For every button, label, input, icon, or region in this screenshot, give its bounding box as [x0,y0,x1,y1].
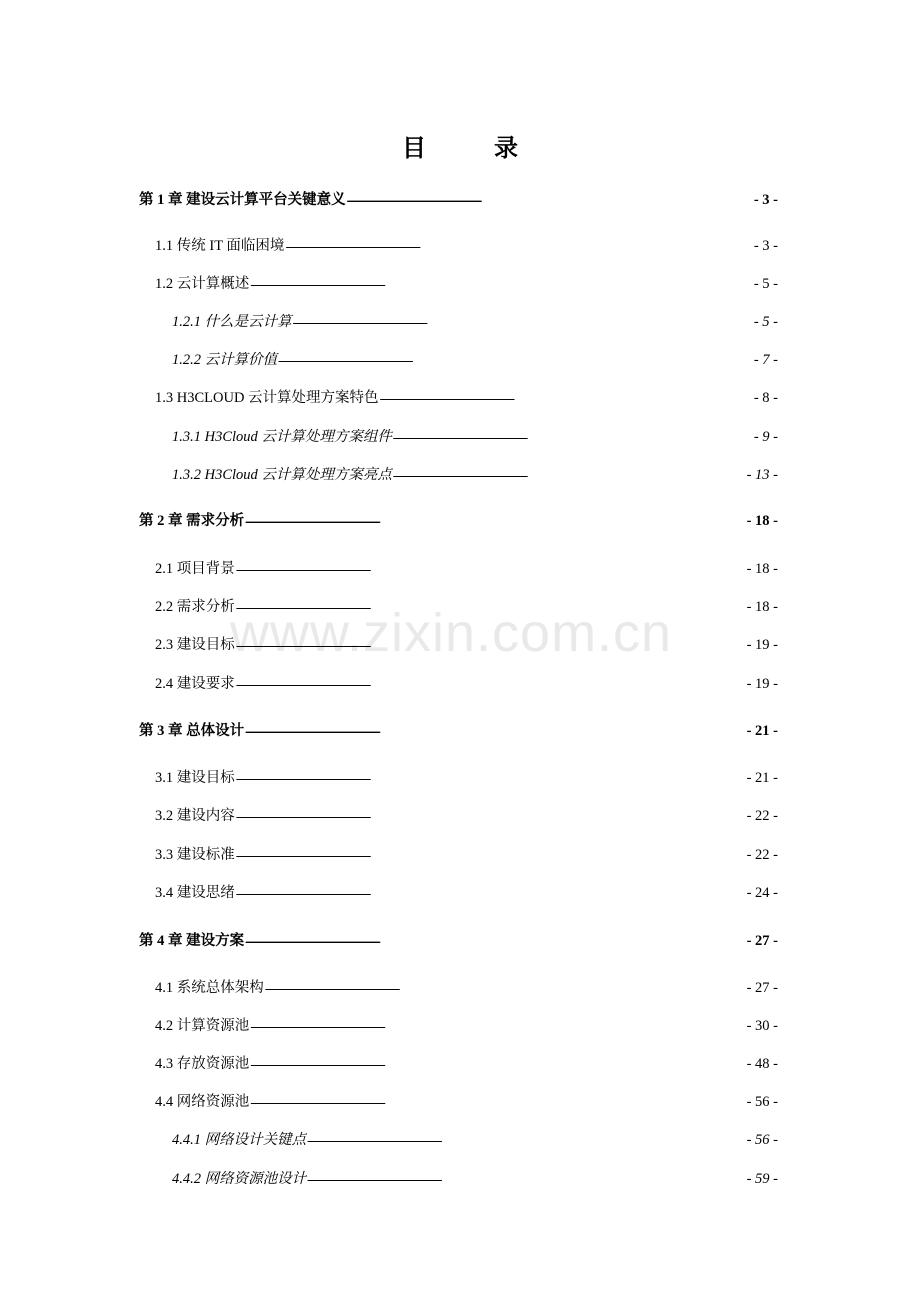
toc-dot-leader [265,977,746,999]
toc-entry-label: 第 2 章 需求分析 [139,513,245,529]
toc-entry-page: - 27 - [746,980,778,996]
toc-entry-label: 3.2 建设内容 [155,808,235,824]
toc-entry-label: 3.4 建设思绪 [155,885,235,901]
toc-entry-page: - 18 - [746,561,778,577]
toc-entry-page: - 18 - [746,513,778,529]
toc-entry-label: 3.1 建设目标 [155,770,235,786]
toc-entry-page: - 5 - [753,276,778,292]
toc-entry-2-1[interactable] [155,558,778,580]
toc-entry-label: 1.2 云计算概述 [155,276,250,292]
toc-dot-leader [236,596,746,618]
toc-entry-label: 1.3.2 H3Cloud 云计算处理方案亮点 [172,467,392,483]
toc-dot-leader [245,720,745,742]
toc-dot-leader [245,930,745,952]
toc-entry-3-4[interactable] [155,882,778,904]
toc-entry-4-2[interactable] [155,1015,778,1037]
toc-entry-label: 4.1 系统总体架构 [155,980,264,996]
toc-dot-leader [285,235,752,257]
toc-dot-leader [250,1053,745,1075]
toc-dot-leader [236,767,746,789]
toc-dot-leader [278,349,753,371]
toc-entry-page: - 48 - [746,1056,778,1072]
toc-entry-page: - 8 - [753,390,778,406]
toc-entry-page: - 22 - [746,847,778,863]
toc-entry-page: - 21 - [746,770,778,786]
toc-entry-label: 4.4.2 网络资源池设计 [172,1171,307,1187]
toc-entry-3-1[interactable] [155,767,778,789]
toc-dot-leader [250,273,753,295]
toc-entry-label: 1.3 H3CLOUD 云计算处理方案特色 [155,390,379,406]
toc-dot-leader [236,844,746,866]
toc-entry-1-2[interactable] [155,273,778,295]
toc-entry-4-3[interactable] [155,1053,778,1075]
toc-entry-page: - 9 - [753,429,778,445]
toc-entry-1-2-2[interactable] [172,349,778,371]
toc-entry-page: - 3 - [753,238,778,254]
toc-entry-1-3[interactable] [155,387,778,409]
toc-entry-page: - 18 - [746,599,778,615]
toc-entry-chapter-3[interactable] [139,720,778,742]
toc-entry-label: 1.3.1 H3Cloud 云计算处理方案组件 [172,429,392,445]
toc-entry-label: 1.2.1 什么是云计算 [172,314,292,330]
toc-entry-label: 4.4.1 网络设计关键点 [172,1132,307,1148]
toc-entry-2-4[interactable] [155,673,778,695]
toc-entry-label: 1.1 传统 IT 面临困境 [155,238,285,254]
toc-entry-2-2[interactable] [155,596,778,618]
toc-entry-page: - 5 - [753,314,778,330]
toc-entry-page: - 19 - [746,676,778,692]
toc-entry-label: 1.2.2 云计算价值 [172,352,278,368]
toc-entry-label: 2.1 项目背景 [155,561,235,577]
toc-entry-1-3-1[interactable] [172,426,778,448]
toc-entry-page: - 22 - [746,808,778,824]
toc-dot-leader [236,805,746,827]
toc-entry-label: 4.3 存放资源池 [155,1056,250,1072]
toc-entry-4-4[interactable] [155,1091,778,1113]
toc-entry-page: - 59 - [746,1171,778,1187]
toc-dot-leader [293,311,753,333]
toc-entry-chapter-1[interactable] [139,189,778,211]
toc-entry-label: 2.3 建设目标 [155,637,235,653]
toc-dot-leader [250,1015,745,1037]
toc-entry-4-4-1[interactable] [172,1129,778,1151]
toc-entry-1-2-1[interactable] [172,311,778,333]
toc-entry-page: - 19 - [746,637,778,653]
page-title: 目 录 [402,134,540,162]
toc-entry-label: 2.2 需求分析 [155,599,235,615]
toc-entry-4-1[interactable] [155,977,778,999]
toc-dot-leader [245,510,745,532]
toc-dot-leader [393,464,746,486]
toc-dot-leader [347,189,753,211]
toc-entry-3-3[interactable] [155,844,778,866]
toc-dot-leader [236,673,746,695]
toc-dot-leader [250,1091,745,1113]
toc-entry-page: - 3 - [753,192,778,208]
toc-entry-chapter-2[interactable] [139,510,778,532]
toc-entry-label: 第 1 章 建设云计算平台关键意义 [139,192,346,208]
toc-entry-2-3[interactable] [155,634,778,656]
toc-dot-leader [236,634,746,656]
toc-entry-page: - 21 - [746,723,778,739]
toc-entry-page: - 13 - [746,467,778,483]
toc-entry-page: - 56 - [746,1094,778,1110]
toc-dot-leader [236,882,746,904]
toc-entry-page: - 24 - [746,885,778,901]
toc-entry-label: 第 4 章 建设方案 [139,933,245,949]
toc-entry-3-2[interactable] [155,805,778,827]
toc-entry-label: 3.3 建设标准 [155,847,235,863]
toc-dot-leader [307,1168,745,1190]
toc-entry-page: - 56 - [746,1132,778,1148]
toc-entry-page: - 30 - [746,1018,778,1034]
toc-entry-1-1[interactable] [155,235,778,257]
toc-dot-leader [236,558,746,580]
toc-dot-leader [393,426,753,448]
toc-entry-page: - 27 - [746,933,778,949]
toc-entry-label: 4.4 网络资源池 [155,1094,250,1110]
toc-entry-page: - 7 - [753,352,778,368]
watermark-text: www.zixin.com.cn [230,603,673,663]
toc-entry-label: 第 3 章 总体设计 [139,723,245,739]
toc-entry-label: 4.2 计算资源池 [155,1018,250,1034]
toc-entry-label: 2.4 建设要求 [155,676,235,692]
toc-dot-leader [380,387,753,409]
toc-entry-chapter-4[interactable] [139,930,778,952]
toc-dot-leader [307,1129,745,1151]
toc-entry-1-3-2[interactable] [172,464,778,486]
toc-entry-4-4-2[interactable] [172,1168,778,1190]
